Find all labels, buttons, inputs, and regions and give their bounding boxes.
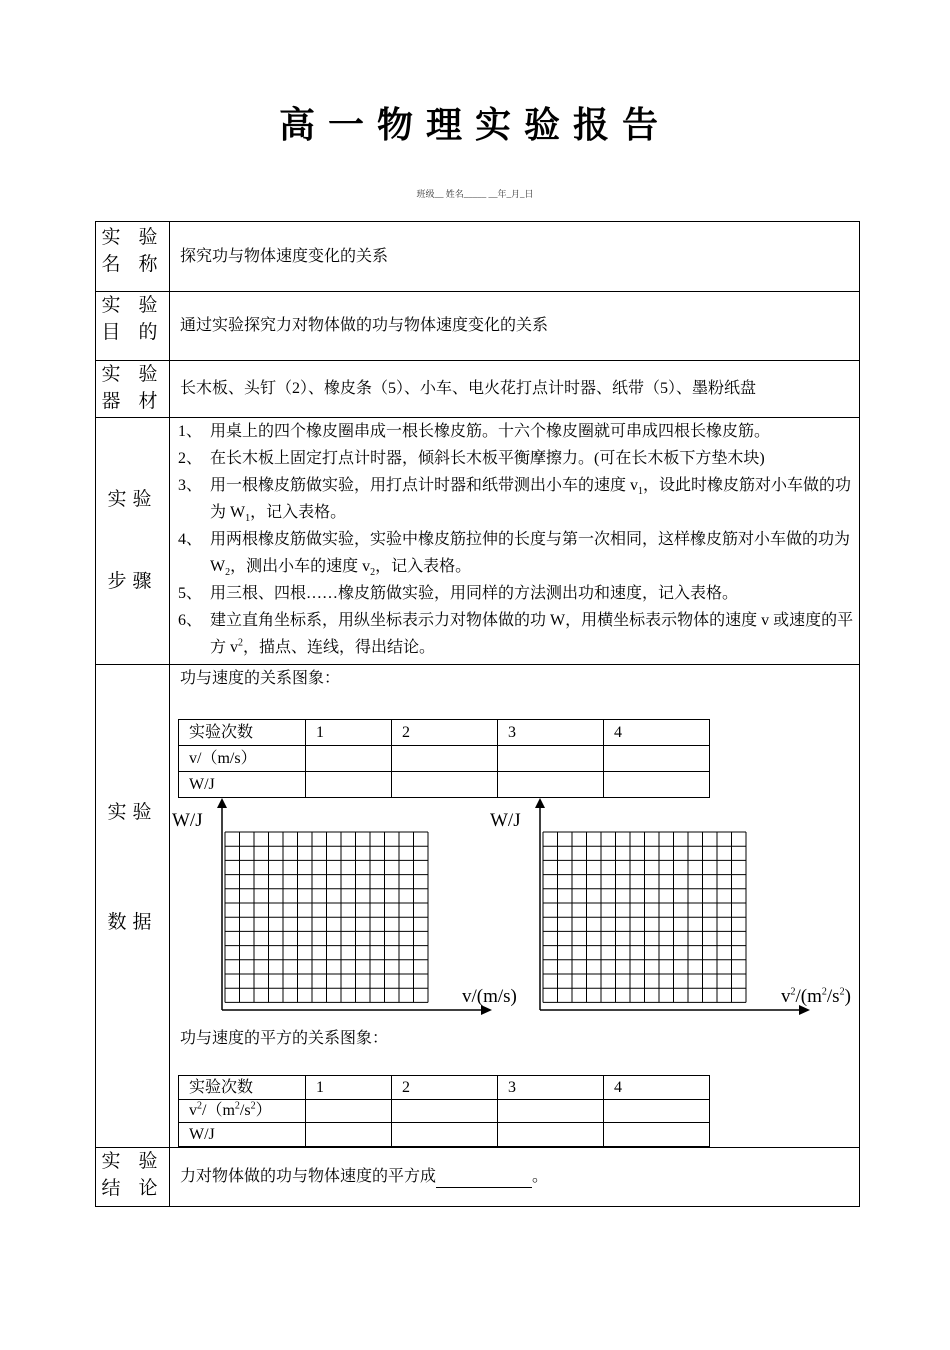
table-header-cell: 1 xyxy=(306,720,392,746)
step-number: 6、 xyxy=(178,612,203,629)
steps-label-top: 实验 xyxy=(107,488,158,510)
data-entry-cell[interactable] xyxy=(306,1123,392,1147)
step-number: 2、 xyxy=(178,450,203,467)
table-header-cell: 4 xyxy=(604,1076,710,1100)
page-title: 高一物理实验报告 xyxy=(278,105,671,146)
graph-right-y-label: W/J xyxy=(490,810,521,831)
purpose-label: 实 验 目 的 xyxy=(101,294,164,343)
graph-left-grid[interactable] xyxy=(211,800,501,1015)
graph-left-y-label: W/J xyxy=(172,810,203,831)
row-divider xyxy=(96,291,859,292)
steps-list xyxy=(178,418,858,661)
data-entry-cell[interactable] xyxy=(604,1123,710,1147)
table-row xyxy=(179,1076,710,1100)
data-entry-cell[interactable] xyxy=(392,746,498,772)
data-entry-cell[interactable] xyxy=(392,1100,498,1123)
table-header-cell: 3 xyxy=(498,720,604,746)
velocity-squared-data-table xyxy=(178,1075,710,1147)
graph-right-grid[interactable] xyxy=(529,800,819,1015)
section2-title: 功与速度的平方的关系图象： xyxy=(180,1030,389,1047)
experiment-purpose: 通过实验探究力对物体做的功与物体速度变化的关系 xyxy=(180,317,549,334)
table-row xyxy=(179,1100,710,1123)
data-entry-cell[interactable] xyxy=(604,1100,710,1123)
experiment-name: 探究功与物体速度变化的关系 xyxy=(180,248,389,265)
data-entry-cell[interactable] xyxy=(498,1123,604,1147)
table-header-cell: 2 xyxy=(392,1076,498,1100)
graph-left-x-label: v/(m/s) xyxy=(462,986,517,1007)
data-entry-cell[interactable] xyxy=(306,746,392,772)
step-item xyxy=(178,418,858,445)
data-entry-cell[interactable] xyxy=(306,772,392,798)
step-item xyxy=(178,580,858,607)
row-divider xyxy=(96,360,859,361)
step-item xyxy=(178,526,858,580)
data-label-bottom: 数据 xyxy=(107,911,158,933)
section1-title: 功与速度的关系图象： xyxy=(180,670,341,687)
graph-right-x-label: $v^2/(m^2/s^2)$ xyxy=(781,986,851,1007)
table-row xyxy=(179,772,710,798)
conclusion-label: 实 验 结 论 xyxy=(101,1150,164,1199)
data-entry-cell[interactable] xyxy=(306,1100,392,1123)
table-header-cell: 实验次数 xyxy=(179,1076,306,1100)
step-text: 用两根橡皮筋做实验，实验中橡皮筋拉伸的长度与第一次相同，这样橡皮筋对小车做的功为 $W_2$，测出小车的速度 $v_2$，记入表格。 xyxy=(210,531,851,579)
conclusion-text: 力对物体做的功与物体速度的平方成 。 xyxy=(180,1166,548,1188)
table-header-cell: 实验次数 xyxy=(179,720,306,746)
step-text: 用三根、四根……橡皮筋做实验，用同样的方法测出功和速度，记入表格。 xyxy=(210,585,739,602)
table-header-cell: 3 xyxy=(498,1076,604,1100)
step-number: 1、 xyxy=(178,423,203,440)
table-header-cell: 1 xyxy=(306,1076,392,1100)
row-label-cell: W/J xyxy=(179,1123,306,1147)
report-table xyxy=(95,221,860,1207)
data-entry-cell[interactable] xyxy=(498,746,604,772)
table-row xyxy=(179,720,710,746)
table-header-cell: 4 xyxy=(604,720,710,746)
row-label-cell: $v^2/(m^2/s^2)$ xyxy=(179,1100,306,1123)
label-column-divider xyxy=(169,222,170,1206)
data-entry-cell[interactable] xyxy=(392,1123,498,1147)
table-row xyxy=(179,1123,710,1147)
data-label-top: 实验 xyxy=(107,801,158,823)
step-number: 5、 xyxy=(178,585,203,602)
name-label: 实 验 名 称 xyxy=(101,226,164,275)
data-entry-cell[interactable] xyxy=(604,772,710,798)
equipment-label: 实 验 器 材 xyxy=(101,363,164,412)
table-header-cell: 2 xyxy=(392,720,498,746)
step-text: 用一根橡皮筋做实验，用打点计时器和纸带测出小车的速度 $v_1$，设此时橡皮筋对小车做的功为 $W_1$，记入表格。 xyxy=(210,477,852,525)
y-axis-arrow-icon xyxy=(217,798,227,808)
student-info-line: 班级__ 姓名_____ __年_月_日 xyxy=(416,189,534,199)
row-divider xyxy=(96,664,859,665)
data-entry-cell[interactable] xyxy=(498,1100,604,1123)
step-text: 用桌上的四个橡皮圈串成一根长橡皮筋。十六个橡皮圈就可串成四根长橡皮筋。 xyxy=(210,423,771,440)
step-item xyxy=(178,445,858,472)
step-number: 3、 xyxy=(178,477,203,494)
row-label-cell: W/J xyxy=(179,772,306,798)
table-row xyxy=(179,746,710,772)
step-text: 在长木板上固定打点计时器，倾斜长木板平衡摩擦力。(可在长木板下方垫木块) xyxy=(210,450,765,467)
data-entry-cell[interactable] xyxy=(604,746,710,772)
velocity-data-table xyxy=(178,719,710,798)
step-number: 4、 xyxy=(178,531,203,548)
data-entry-cell[interactable] xyxy=(392,772,498,798)
row-divider xyxy=(96,1147,859,1148)
y-axis-arrow-icon xyxy=(535,798,545,808)
steps-label-bottom: 步骤 xyxy=(107,570,158,592)
equipment-list: 长木板、头钉（2）、橡皮条（5）、小车、电火花打点计时器、纸带（5）、墨粉纸盘 xyxy=(180,380,757,397)
step-text: 建立直角坐标系，用纵坐标表示力对物体做的功 W，用横坐标表示物体的速度 v 或速度的平方 $v^2$，描点、连线，得出结论。 xyxy=(210,612,854,656)
step-item xyxy=(178,472,858,526)
conclusion-blank[interactable] xyxy=(436,1171,532,1188)
step-item xyxy=(178,607,858,661)
row-label-cell: v/（m/s） xyxy=(179,746,306,772)
data-entry-cell[interactable] xyxy=(498,772,604,798)
